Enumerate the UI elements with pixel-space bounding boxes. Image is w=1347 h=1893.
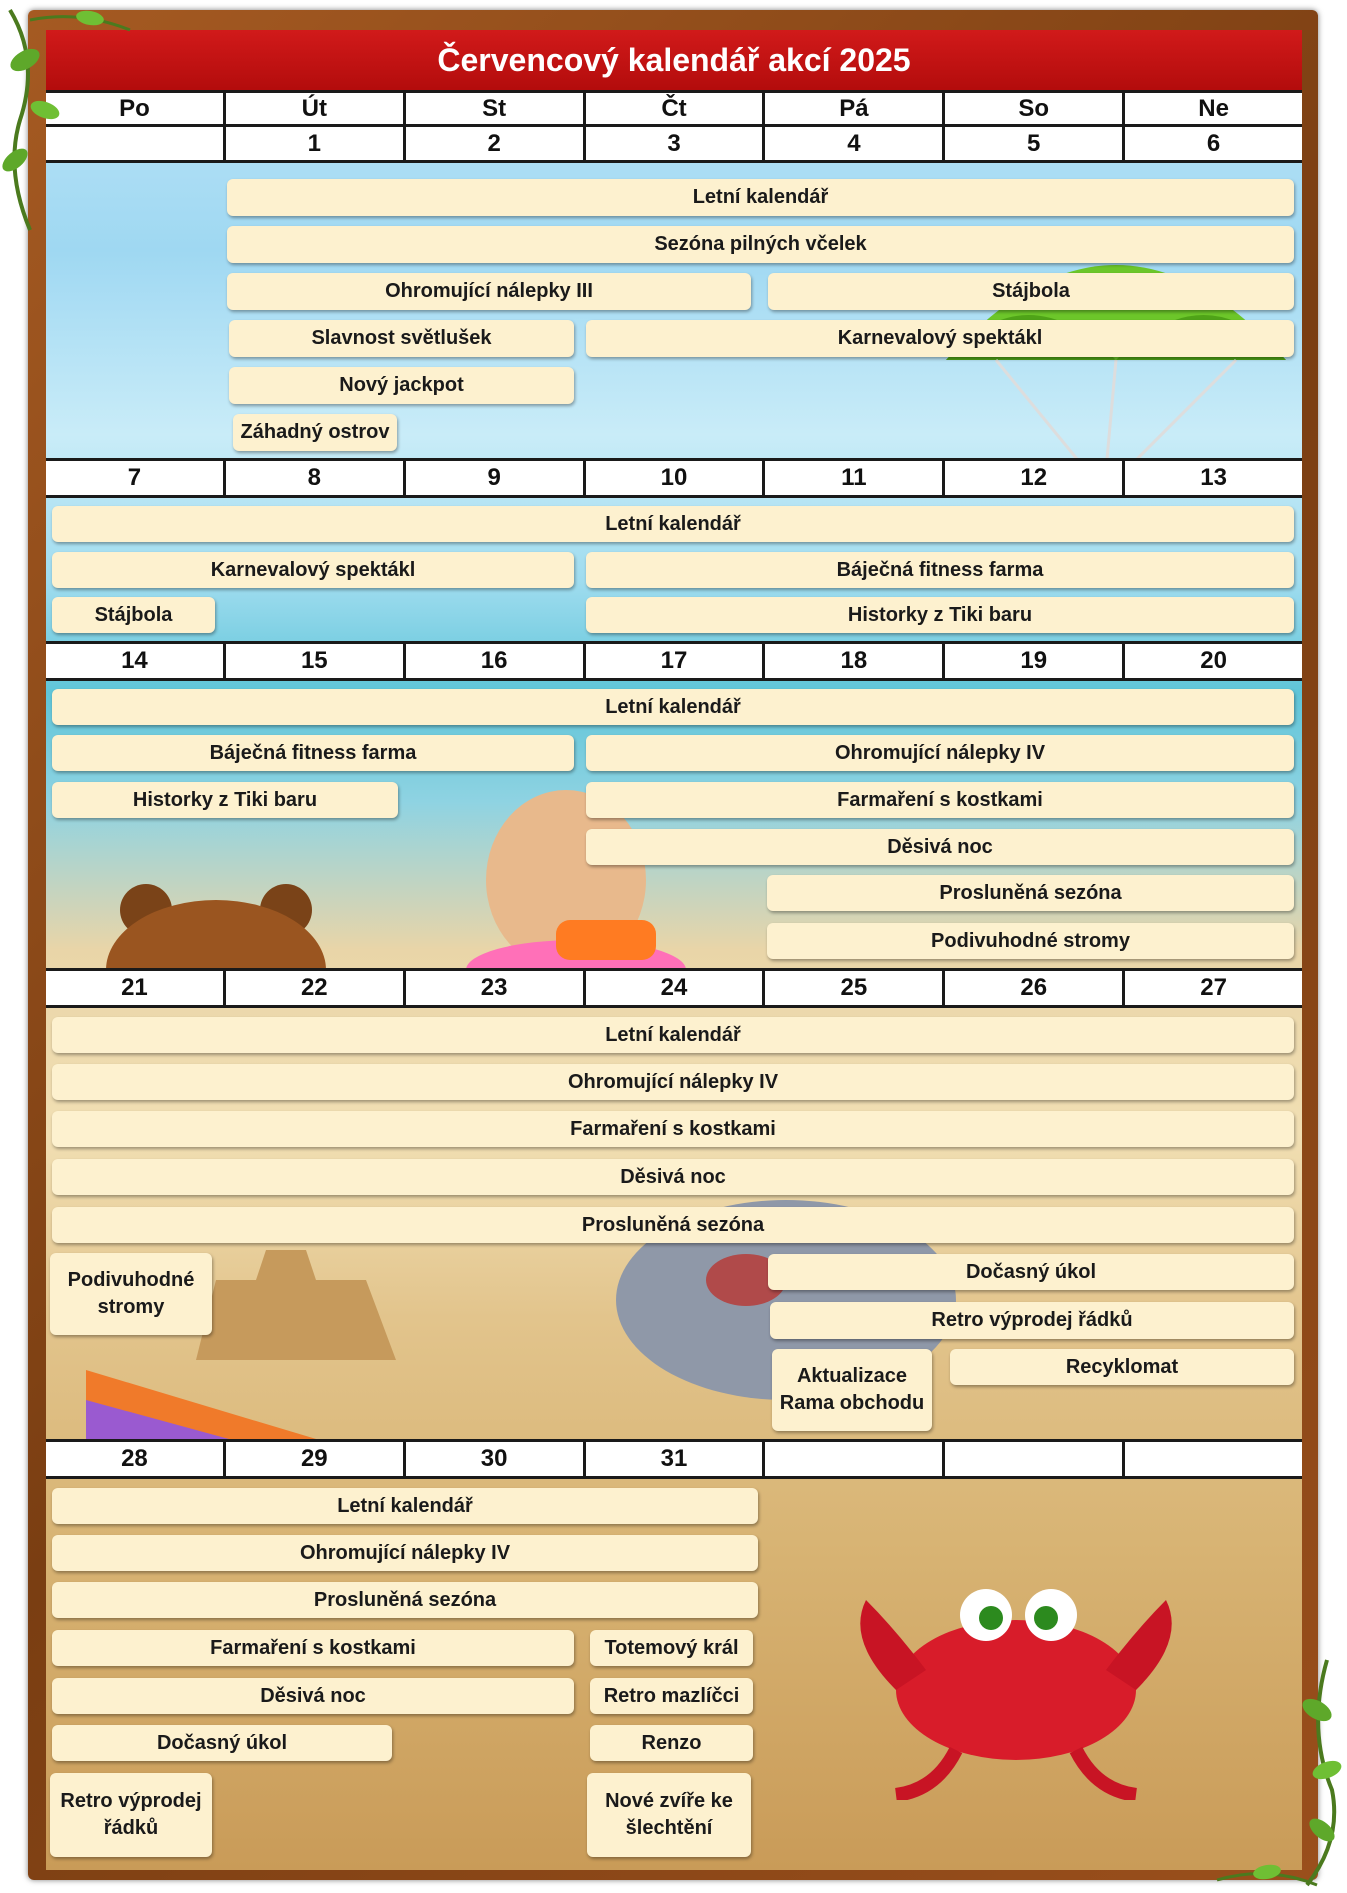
date-cell: 25: [762, 971, 942, 1005]
date-row-week-1: [46, 124, 1302, 163]
date-cell: 11: [762, 461, 942, 495]
event-bar[interactable]: Retro mazlíčci: [590, 1678, 753, 1714]
event-bar[interactable]: Recyklomat: [950, 1349, 1294, 1385]
date-cell: 14: [121, 647, 148, 674]
date-cell: [1122, 1442, 1302, 1476]
weekday-mon: Po: [119, 94, 150, 122]
event-bar[interactable]: Sezóna pilných včelek: [227, 226, 1294, 263]
date-cell: 8: [223, 461, 403, 495]
vine-decoration-bottom-right: [1207, 1650, 1347, 1893]
date-cell: 16: [403, 644, 583, 678]
date-cell: 5: [942, 127, 1122, 160]
date-cell: 7: [127, 464, 142, 491]
date-cell: 22: [223, 971, 403, 1005]
weekday-wed: St: [403, 93, 583, 124]
event-bar[interactable]: Historky z Tiki baru: [586, 597, 1294, 633]
event-bar[interactable]: Podivuhodné stromy: [50, 1253, 212, 1335]
vine-decoration-top-left: [0, 0, 140, 240]
date-cell: 27: [1122, 971, 1302, 1005]
date-row-week-2: [46, 458, 1302, 498]
event-bar[interactable]: Retro výprodej řádků: [770, 1302, 1294, 1339]
date-cell: 20: [1122, 644, 1302, 678]
event-bar[interactable]: Renzo: [590, 1725, 753, 1761]
event-bar[interactable]: Letní kalendář: [52, 1488, 758, 1524]
date-cell: 13: [1122, 461, 1302, 495]
date-row-week-4: [46, 968, 1302, 1008]
date-cell: 9: [403, 461, 583, 495]
event-bar[interactable]: Farmaření s kostkami: [52, 1111, 1294, 1147]
event-bar[interactable]: Totemový král: [590, 1630, 753, 1666]
event-bar[interactable]: Aktualizace Rama obchodu: [772, 1349, 932, 1431]
event-bar[interactable]: Nové zvíře ke šlechtění: [587, 1773, 751, 1857]
event-bar[interactable]: Báječná fitness farma: [586, 552, 1294, 588]
event-bar[interactable]: Letní kalendář: [52, 506, 1294, 542]
date-cell: [762, 1442, 942, 1476]
date-cell: 23: [403, 971, 583, 1005]
date-cell: 4: [762, 127, 942, 160]
page-title: Červencový kalendář akcí 2025: [46, 30, 1302, 93]
event-bar[interactable]: Farmaření s kostkami: [586, 782, 1294, 818]
crab-illustration: [836, 1560, 1196, 1800]
date-cell: 6: [1122, 127, 1302, 160]
date-cell: 19: [942, 644, 1122, 678]
date-cell: 21: [121, 974, 148, 1001]
event-bar[interactable]: Záhadný ostrov: [233, 414, 397, 451]
event-bar[interactable]: Letní kalendář: [52, 689, 1294, 725]
event-bar[interactable]: Dočasný úkol: [768, 1254, 1294, 1290]
date-cell: 29: [223, 1442, 403, 1476]
event-bar[interactable]: Děsivá noc: [52, 1159, 1294, 1195]
weekday-tue: Út: [223, 93, 403, 124]
event-bar[interactable]: Ohromující nálepky IV: [52, 1535, 758, 1571]
event-bar[interactable]: Prosluněná sezóna: [52, 1207, 1294, 1243]
sandcastle-illustration: [196, 1240, 396, 1360]
event-bar[interactable]: Stájbola: [768, 273, 1294, 310]
weekday-fri: Pá: [762, 93, 942, 124]
event-bar[interactable]: Ohromující nálepky IV: [586, 735, 1294, 771]
event-bar[interactable]: Děsivá noc: [52, 1678, 574, 1714]
event-bar[interactable]: Nový jackpot: [229, 367, 574, 404]
event-bar[interactable]: Báječná fitness farma: [52, 735, 574, 771]
weekday-thu: Čt: [583, 93, 763, 124]
date-cell: 12: [942, 461, 1122, 495]
event-bar[interactable]: Podivuhodné stromy: [767, 923, 1294, 959]
date-cell: [942, 1442, 1122, 1476]
event-bar[interactable]: Farmaření s kostkami: [52, 1630, 574, 1666]
calendar-board: [46, 30, 1302, 1870]
weekday-sun: Ne: [1122, 93, 1302, 124]
event-bar[interactable]: Děsivá noc: [586, 829, 1294, 865]
event-bar[interactable]: Ohromující nálepky III: [227, 273, 751, 310]
weekday-header-row: [46, 90, 1302, 127]
date-cell: 1: [223, 127, 403, 160]
weekday-sat: So: [942, 93, 1122, 124]
event-bar[interactable]: Letní kalendář: [52, 1017, 1294, 1053]
event-bar[interactable]: Letní kalendář: [227, 179, 1294, 216]
event-bar[interactable]: Karnevalový spektákl: [586, 320, 1294, 357]
date-cell: 10: [583, 461, 763, 495]
event-bar[interactable]: Slavnost světlušek: [229, 320, 574, 357]
date-row-week-3: [46, 641, 1302, 681]
date-cell: 24: [583, 971, 763, 1005]
date-cell: 28: [121, 1445, 148, 1472]
date-cell: 26: [942, 971, 1122, 1005]
event-bar[interactable]: Karnevalový spektákl: [52, 552, 574, 588]
event-bar[interactable]: Prosluněná sezóna: [52, 1582, 758, 1618]
event-bar[interactable]: Ohromující nálepky IV: [52, 1064, 1294, 1100]
date-cell: 3: [583, 127, 763, 160]
date-cell: 30: [403, 1442, 583, 1476]
event-bar[interactable]: Dočasný úkol: [52, 1725, 392, 1761]
date-row-week-5: [46, 1439, 1302, 1479]
event-bar[interactable]: Historky z Tiki baru: [52, 782, 398, 818]
date-cell: 15: [223, 644, 403, 678]
date-cell: 31: [583, 1442, 763, 1476]
date-cell: 2: [403, 127, 583, 160]
event-bar[interactable]: Retro výprodej řádků: [50, 1773, 212, 1857]
event-bar[interactable]: Stájbola: [52, 597, 215, 633]
event-bar[interactable]: Prosluněná sezóna: [767, 875, 1294, 911]
date-cell: 18: [762, 644, 942, 678]
date-cell: 17: [583, 644, 763, 678]
